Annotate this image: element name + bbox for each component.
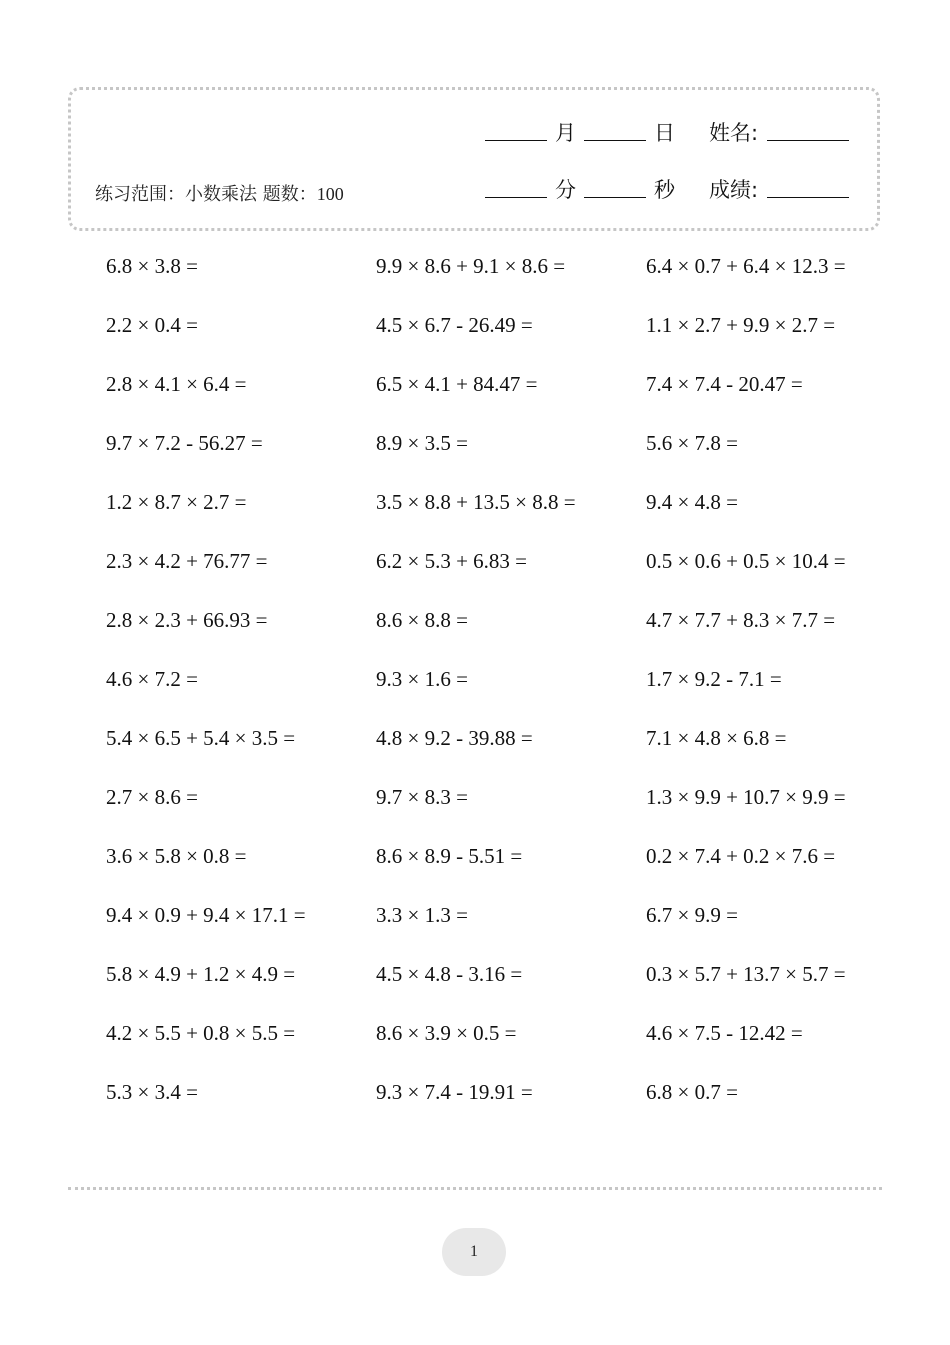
problem-item: 6.4 × 0.7 + 6.4 × 12.3 =: [646, 254, 846, 278]
problem-item: 3.6 × 5.8 × 0.8 =: [106, 844, 247, 868]
problem-item: 5.3 × 3.4 =: [106, 1080, 198, 1104]
problem-item: 2.7 × 8.6 =: [106, 785, 198, 809]
problem-item: 5.6 × 7.8 =: [646, 431, 738, 455]
problem-item: 2.3 × 4.2 + 76.77 =: [106, 549, 268, 573]
second-label: 秒: [654, 178, 675, 202]
problem-item: 9.9 × 8.6 + 9.1 × 8.6 =: [376, 254, 566, 278]
problem-item: 5.4 × 6.5 + 5.4 × 3.5 =: [106, 726, 296, 750]
problem-item: 1.3 × 9.9 + 10.7 × 9.9 =: [646, 785, 846, 809]
problem-item: 7.4 × 7.4 - 20.47 =: [646, 372, 803, 396]
problem-item: 8.6 × 8.9 - 5.51 =: [376, 844, 523, 868]
problem-item: 4.6 × 7.2 =: [106, 667, 198, 691]
problem-item: 1.1 × 2.7 + 9.9 × 2.7 =: [646, 313, 836, 337]
problem-item: 5.8 × 4.9 + 1.2 × 4.9 =: [106, 962, 296, 986]
problem-item: 9.3 × 1.6 =: [376, 667, 468, 691]
problem-item: 7.1 × 4.8 × 6.8 =: [646, 726, 787, 750]
problem-item: 4.2 × 5.5 + 0.8 × 5.5 =: [106, 1021, 296, 1045]
day-label: 日: [654, 121, 675, 145]
problem-item: 2.2 × 0.4 =: [106, 313, 198, 337]
problem-item: 0.3 × 5.7 + 13.7 × 5.7 =: [646, 962, 846, 986]
problem-item: 9.7 × 8.3 =: [376, 785, 468, 809]
problem-item: 1.7 × 9.2 - 7.1 =: [646, 667, 782, 691]
problem-item: 8.6 × 3.9 × 0.5 =: [376, 1021, 517, 1045]
problem-item: 8.6 × 8.8 =: [376, 608, 468, 632]
name-label: 姓名:: [709, 121, 759, 145]
minute-label: 分: [555, 178, 576, 202]
problem-count: 100: [316, 184, 344, 204]
problem-item: 9.7 × 7.2 - 56.27 =: [106, 431, 263, 455]
problem-item: 4.6 × 7.5 - 12.42 =: [646, 1021, 803, 1045]
problem-item: 6.2 × 5.3 + 6.83 =: [376, 549, 528, 573]
score-label: 成绩:: [709, 178, 759, 202]
problem-item: 9.3 × 7.4 - 19.91 =: [376, 1080, 533, 1104]
problem-item: 3.3 × 1.3 =: [376, 903, 468, 927]
problem-item: 0.2 × 7.4 + 0.2 × 7.6 =: [646, 844, 836, 868]
problem-item: 6.5 × 4.1 + 84.47 =: [376, 372, 538, 396]
problem-item: 2.8 × 4.1 × 6.4 =: [106, 372, 247, 396]
problem-item: 4.5 × 6.7 - 26.49 =: [376, 313, 533, 337]
problem-item: 4.5 × 4.8 - 3.16 =: [376, 962, 523, 986]
problem-item: 6.8 × 3.8 =: [106, 254, 198, 278]
problem-item: 9.4 × 4.8 =: [646, 490, 738, 514]
problem-item: 2.8 × 2.3 + 66.93 =: [106, 608, 268, 632]
scope-label: 练习范围：小数乘法 题数：: [95, 184, 317, 205]
problem-item: 9.4 × 0.9 + 9.4 × 17.1 =: [106, 903, 306, 927]
problem-item: 6.8 × 0.7 =: [646, 1080, 738, 1104]
problem-item: 4.8 × 9.2 - 39.88 =: [376, 726, 533, 750]
problem-item: 6.7 × 9.9 =: [646, 903, 738, 927]
page-number: 1: [442, 1228, 506, 1276]
problem-item: 4.7 × 7.7 + 8.3 × 7.7 =: [646, 608, 836, 632]
footer-divider: [68, 1187, 882, 1190]
month-label: 月: [555, 121, 576, 145]
problem-item: 3.5 × 8.8 + 13.5 × 8.8 =: [376, 490, 576, 514]
problem-item: 0.5 × 0.6 + 0.5 × 10.4 =: [646, 549, 846, 573]
problem-item: 1.2 × 8.7 × 2.7 =: [106, 490, 247, 514]
problem-item: 8.9 × 3.5 =: [376, 431, 468, 455]
